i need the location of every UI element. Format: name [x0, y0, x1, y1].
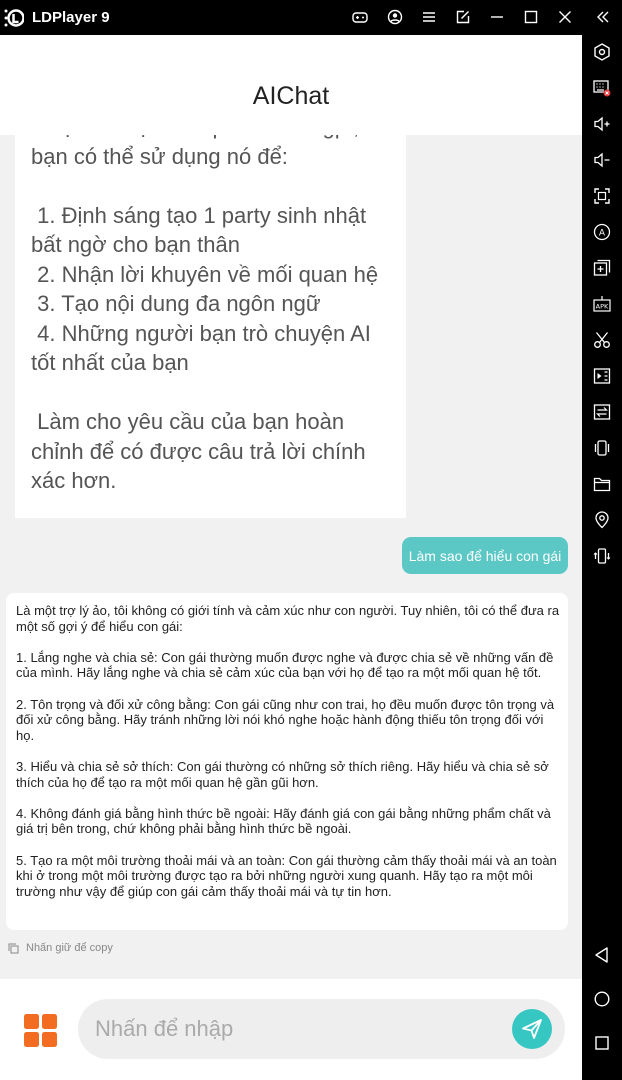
apps-grid-icon[interactable] — [24, 1014, 57, 1047]
record-icon[interactable] — [592, 366, 612, 386]
add-window-icon[interactable] — [592, 258, 612, 278]
intro-message-bubble[interactable] — [15, 107, 406, 518]
copy-hint-label: Nhấn giữ để copy — [26, 942, 113, 954]
minimize-icon[interactable] — [487, 7, 507, 27]
ai-response-bubble[interactable] — [6, 593, 568, 930]
settings-icon[interactable] — [592, 42, 612, 62]
send-button[interactable] — [512, 1009, 552, 1049]
rotate-icon[interactable] — [592, 546, 612, 566]
aichat-app — [0, 35, 582, 1080]
shake-icon[interactable] — [592, 438, 612, 458]
ldplayer-logo-icon — [4, 8, 24, 28]
input-bar — [0, 979, 582, 1080]
copy-icon — [8, 943, 19, 954]
ai-response-text: Là một trợ lý ảo, tôi không có giới tính và cảm xúc như con người. Tuy nhiên, tôi có thể đưa ra một số gợi ý để hiểu con gái: 1. Lắng nghe và chia sẻ: Con gái thường muốn được nghe và được chia sẻ về những vấn đề của mình. Hãy lắng nghe và chia sẻ cảm xúc của bạn với họ để tạo ra một mối quan hệ tốt. 2. Tôn trọng và đối xử công bằng: Con gái cũng như con trai, họ đều muốn được tôn trọng và đối xử công bằng. Hãy tránh những lời nói khó nghe hoặc hành động thiếu tôn trọng đối với họ. 3. Hiểu và chia sẻ sở thích: Con gái thường có những sở thích riêng. Hãy hiểu và chia sẻ sở thích của họ để tạo ra một mối quan hệ gần gũi hơn. 4. Không đánh giá bằng hình thức bề ngoài: Hãy đánh giá con gái bằng những phẩm chất và giá trị bên trong, chứ không phải bằng hình thức bề ngoài. 5. Tạo ra một môi trường thoải mái và an toàn: Con gái thường cảm thấy thoải mái và an toàn khi ở trong một môi trường được tạo ra bởi những người xung quanh. Hãy tạo ra một môi trường như vậy để giúp con gái cảm thấy thoải mái và tự tin hơn. — [16, 603, 560, 899]
volume-down-icon[interactable] — [592, 150, 612, 170]
maximize-icon[interactable] — [521, 7, 541, 27]
screenshot-icon[interactable] — [592, 186, 612, 206]
svg-text:A: A — [598, 228, 606, 239]
title-bar — [0, 0, 622, 35]
message-input[interactable] — [95, 1011, 495, 1047]
keyboard-mapping-icon[interactable] — [592, 78, 612, 98]
popout-icon[interactable] — [453, 7, 473, 27]
app-header — [0, 35, 582, 135]
back-icon[interactable] — [592, 945, 612, 965]
gamepad-icon[interactable] — [350, 7, 370, 27]
user-message-bubble[interactable]: Làm sao để hiểu con gái — [402, 537, 568, 574]
svg-text:APK: APK — [595, 302, 609, 311]
send-icon — [521, 1018, 543, 1040]
volume-up-icon[interactable] — [592, 114, 612, 134]
account-icon[interactable] — [385, 7, 405, 27]
copy-hint — [8, 941, 113, 955]
collapse-sidebar-icon[interactable] — [593, 7, 613, 27]
intro-message-text: bạn có thể sử dụng nó để: 1. Định sáng tạo 1 party sinh nhật bất ngờ cho bạn thân 2. Nhận lời khuyên về mối quan hệ 3. Tạo nội dung đa ngôn ngữ 4. Những người bạn trò chuyện AI tốt nhất của bạn Làm cho yêu cầu của bạn hoàn chỉnh để có được câu trả lời chính xác hơn. — [31, 143, 379, 493]
message-input-container — [78, 999, 565, 1059]
install-apk-icon[interactable] — [592, 294, 612, 314]
auto-click-icon[interactable] — [592, 222, 612, 242]
sync-icon[interactable] — [592, 402, 612, 422]
window-title: LDPlayer 9 — [32, 9, 110, 26]
menu-icon[interactable] — [419, 7, 439, 27]
emulator-sidebar — [582, 35, 622, 1080]
folder-icon[interactable] — [592, 474, 612, 494]
location-icon[interactable] — [592, 510, 612, 530]
home-icon[interactable] — [592, 989, 612, 1009]
scissors-icon[interactable] — [592, 330, 612, 350]
page-title: AIChat — [252, 82, 330, 110]
close-icon[interactable] — [555, 7, 575, 27]
recent-apps-icon[interactable] — [592, 1033, 612, 1053]
